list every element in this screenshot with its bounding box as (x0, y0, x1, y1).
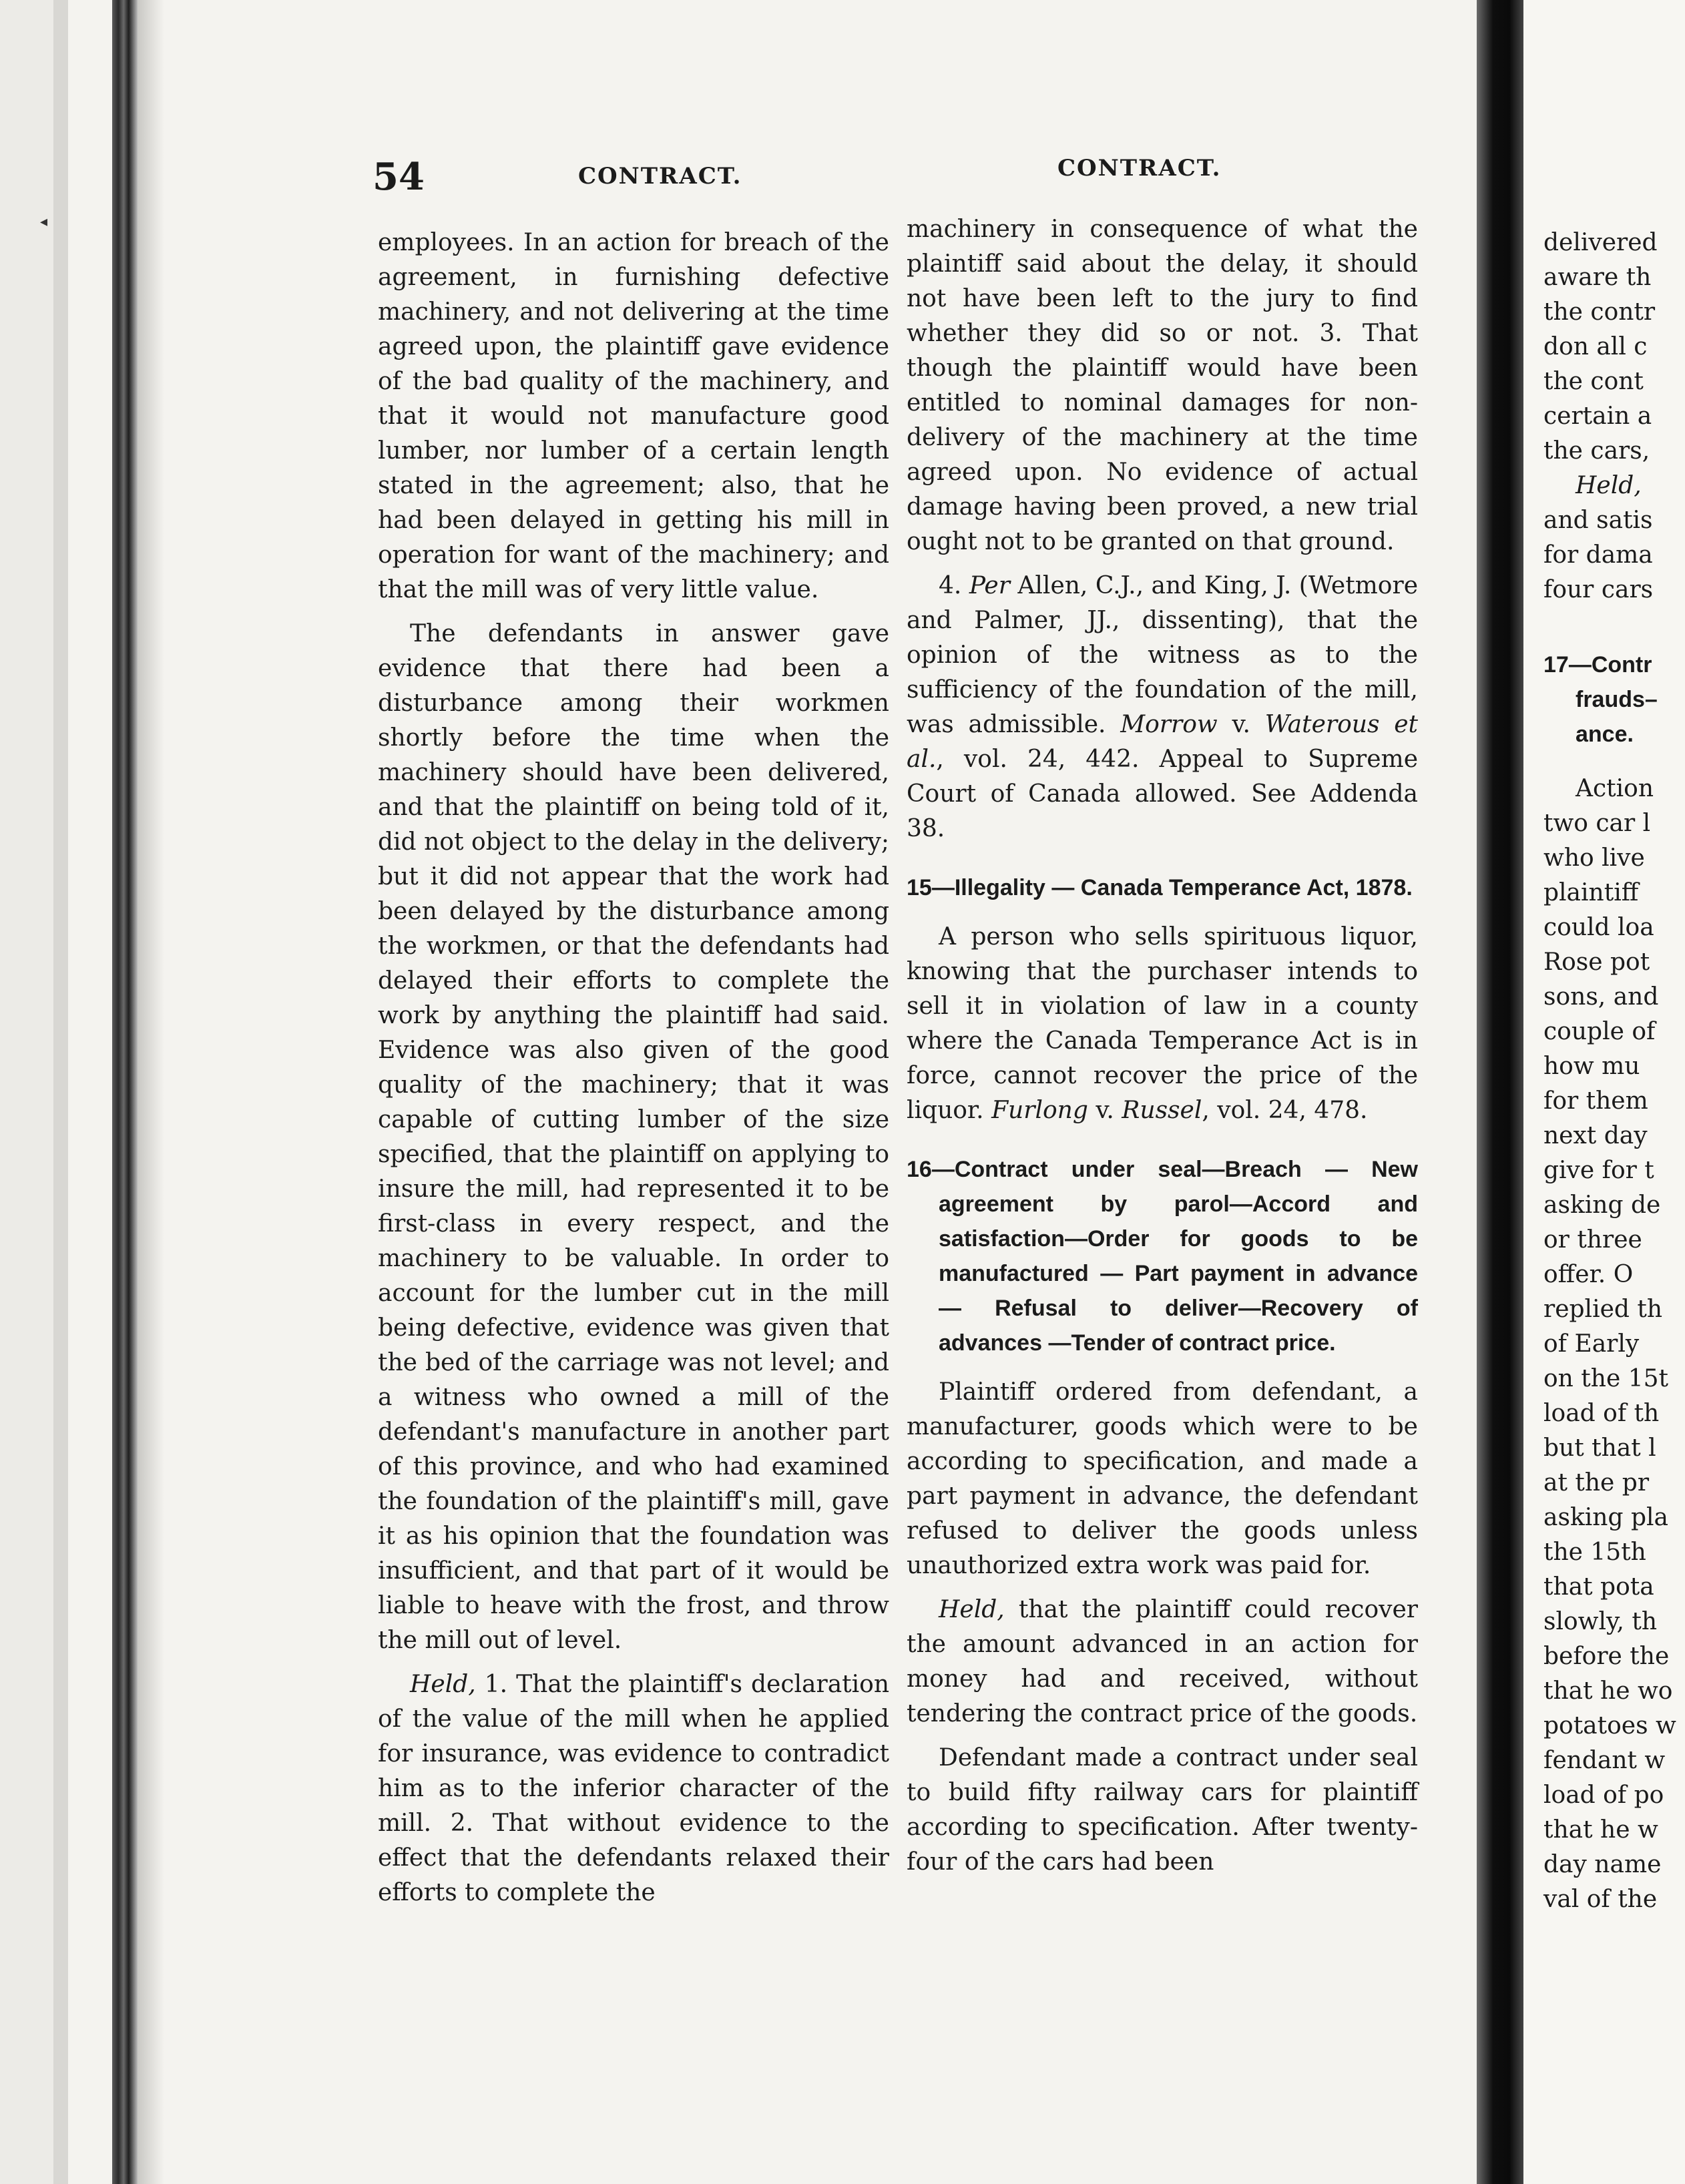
text-line (1543, 469, 1685, 503)
left-column (378, 226, 889, 1920)
heading-line: ance. (1576, 722, 1634, 747)
paragraph-text: Allen, C.J., and King, J. (Wetmore and Palmer, JJ., dissenting), that the opinion of the witness as to the sufficiency of the foundation of the mill, was admissible. (907, 572, 1418, 738)
text-line: delivered (1543, 229, 1658, 256)
text-line: the cars, (1543, 437, 1650, 465)
per-label: Per (969, 572, 1010, 599)
text-line: four cars (1543, 576, 1654, 603)
text-line: val of the (1543, 1886, 1658, 1913)
case-name: Waterous et al. (907, 711, 1418, 773)
text-line: asking pla (1543, 1504, 1668, 1531)
text-line: Action (1576, 775, 1654, 802)
text-line: load of th (1543, 1400, 1660, 1427)
text-line: load of po (1543, 1782, 1664, 1809)
running-head-right: CONTRACT. (1057, 155, 1222, 182)
text-line: could loa (1543, 914, 1654, 941)
case-name: Furlong (991, 1097, 1088, 1124)
text-line: replied th (1543, 1296, 1663, 1323)
right-column (907, 212, 1418, 1889)
section-heading-17 (1543, 647, 1685, 752)
paragraph-text: A person who sells spirituous liquor, knowing that the purchaser intends to sell it in violation of law in a county where the Canada Temperance Act is in force, cannot recover the price of the liquor. (907, 923, 1418, 1124)
text-line: but that l (1543, 1434, 1656, 1462)
text-line: potatoes w (1543, 1712, 1676, 1739)
text-line: don all c (1543, 333, 1648, 360)
text-line: that he w (1543, 1816, 1658, 1844)
facing-page (1523, 0, 1685, 2184)
scan-speck: ◂ (40, 214, 48, 230)
text-line: fendant w (1543, 1747, 1666, 1774)
paragraph-text: 4. (939, 572, 969, 599)
paragraph-text: 1. That the plaintiff's declaration of the value of the mill when he applied for insurance, was evidence to contradict him as to the inferior character of the mill. 2. That without evidence to the effect that the defendants relaxed their efforts to complete the (378, 1671, 889, 1906)
text-line: two car l (1543, 810, 1651, 837)
paragraph (907, 569, 1418, 846)
paragraph (907, 920, 1418, 1128)
text-line: day name (1543, 1851, 1662, 1878)
text-line: sons, and (1543, 983, 1659, 1011)
text-line: and satis (1543, 507, 1653, 534)
scan-margin (0, 0, 53, 2184)
text-line: Rose pot (1543, 948, 1650, 976)
text-line: that pota (1543, 1573, 1654, 1601)
text-line: how mu (1543, 1053, 1640, 1080)
book-gutter-shadow (1477, 0, 1523, 2184)
paragraph (378, 1667, 889, 1910)
case-name: Russel (1122, 1097, 1202, 1124)
text-line: on the 15t (1543, 1365, 1668, 1392)
binding-strip (53, 0, 68, 2184)
text-line: the 15th (1543, 1539, 1646, 1566)
text-line: the contr (1543, 298, 1656, 326)
paragraph: Plaintiff ordered from defendant, a manufacturer, goods which were to be according to specification, and made a part payment in advance, the defendant refused to deliver the goods unless unauthorized extra work was paid for. (907, 1378, 1418, 1579)
paragraph: machinery in consequence of what the plaintiff said about the delay, it should not have been left to the jury to find whether they did so or not. 3. That though the plaintiff would have been entitled to nominal damages for non-delivery of the machinery at the time agreed upon. No evidence of actual damage having been proved, a new trial ought not to be granted on that ground. (907, 216, 1418, 555)
held-label: Held, (939, 1596, 1005, 1623)
paragraph-text: that the plaintiff could recover the amount advanced in an action for money had and received, without tendering the contract price of the goods. (907, 1596, 1418, 1727)
held-label: Held, (410, 1671, 476, 1698)
paragraph: The defendants in answer gave evidence that there had been a disturbance among their workmen shortly before the time when the machinery should have been delivered, and that the plaintiff on being told of it, did not object to the delay in the delivery; but it did not appear that the work had been delayed by the disturbance among the workmen, or that the defendants had delayed their efforts to complete the work by anything the plaintiff had said. Evidence was also given of the good quality of the machinery; that it was capable of cutting lumber of the size specified, that the plaintiff on applying to insure the mill, had represented it to be first-class in every respect, and the machinery to be valuable. In order to account for the lumber cut in the mill being defective, evidence was given that the bed of the carriage was not level; and a witness who owned a mill of the defendant's manufacture in another part of this province, and who had examined the foundation of the plaintiff's mill, gave it as his opinion that the foundation was insufficient, and that part of it would be liable to heave with the frost, and throw the mill out of level. (378, 620, 889, 1654)
text-line: slowly, th (1543, 1608, 1658, 1635)
text-line: couple of (1543, 1018, 1656, 1045)
text-line: give for t (1543, 1157, 1654, 1184)
paragraph (907, 1593, 1418, 1731)
section-heading-15: 15—Illegality — Canada Temperance Act, 1878. (907, 875, 1413, 900)
text-line: plaintiff (1543, 879, 1639, 906)
paragraph-text: , vol. 24, 478. (1202, 1097, 1368, 1124)
text-line: at the pr (1543, 1469, 1650, 1496)
text-line: who live (1543, 844, 1645, 872)
page-number: 54 (373, 155, 425, 199)
case-name: Morrow (1120, 711, 1218, 738)
text-line: that he wo (1543, 1677, 1673, 1705)
paragraph: employees. In an action for breach of the agreement, in furnishing defective machinery, and not delivering at the time agreed upon, the plaintiff gave evidence of the bad quality of the machinery, and that it would not manufacture good lumber, nor lumber of a certain length stated in the agreement; also, that he had been delayed in getting his mill in operation for want of the machinery; and that the mill was of very little value. (378, 229, 889, 603)
spine-shadow (138, 0, 164, 2184)
text-line: the cont (1543, 368, 1644, 395)
held-label: Held, (1576, 472, 1642, 499)
text-line: or three (1543, 1226, 1642, 1254)
section-heading-16: 16—Contract under seal—Breach — New agreement by parol—Accord and satisfaction—Order for goods to be manufactured — Part payment in advance — Refusal to deliver—Recovery of advances —Tender of contract price. (907, 1157, 1418, 1356)
heading-line: 17—Contr (1543, 652, 1652, 677)
text-line: before the (1543, 1643, 1670, 1670)
heading-line: frauds– (1576, 687, 1658, 712)
text-line: for them (1543, 1087, 1648, 1115)
text-line: certain a (1543, 402, 1652, 430)
text-line: for dama (1543, 541, 1653, 569)
paragraph-text: v. (1217, 711, 1265, 738)
text-line: aware th (1543, 264, 1652, 291)
text-line: next day (1543, 1122, 1648, 1149)
text-line: offer. O (1543, 1261, 1634, 1288)
facing-page-column (1543, 226, 1685, 1917)
paragraph-text: v. (1088, 1097, 1122, 1124)
running-head-left: CONTRACT. (578, 163, 742, 190)
text-line: of Early (1543, 1330, 1640, 1358)
book-spine-edge (112, 0, 138, 2184)
paragraph-text: , vol. 24, 442. Appeal to Supreme Court of Canada allowed. See Addenda 38. (907, 746, 1418, 842)
text-line: asking de (1543, 1191, 1661, 1219)
paragraph: Defendant made a contract under seal to build fifty railway cars for plaintiff according to specification. After twenty-four of the cars had been (907, 1744, 1418, 1876)
